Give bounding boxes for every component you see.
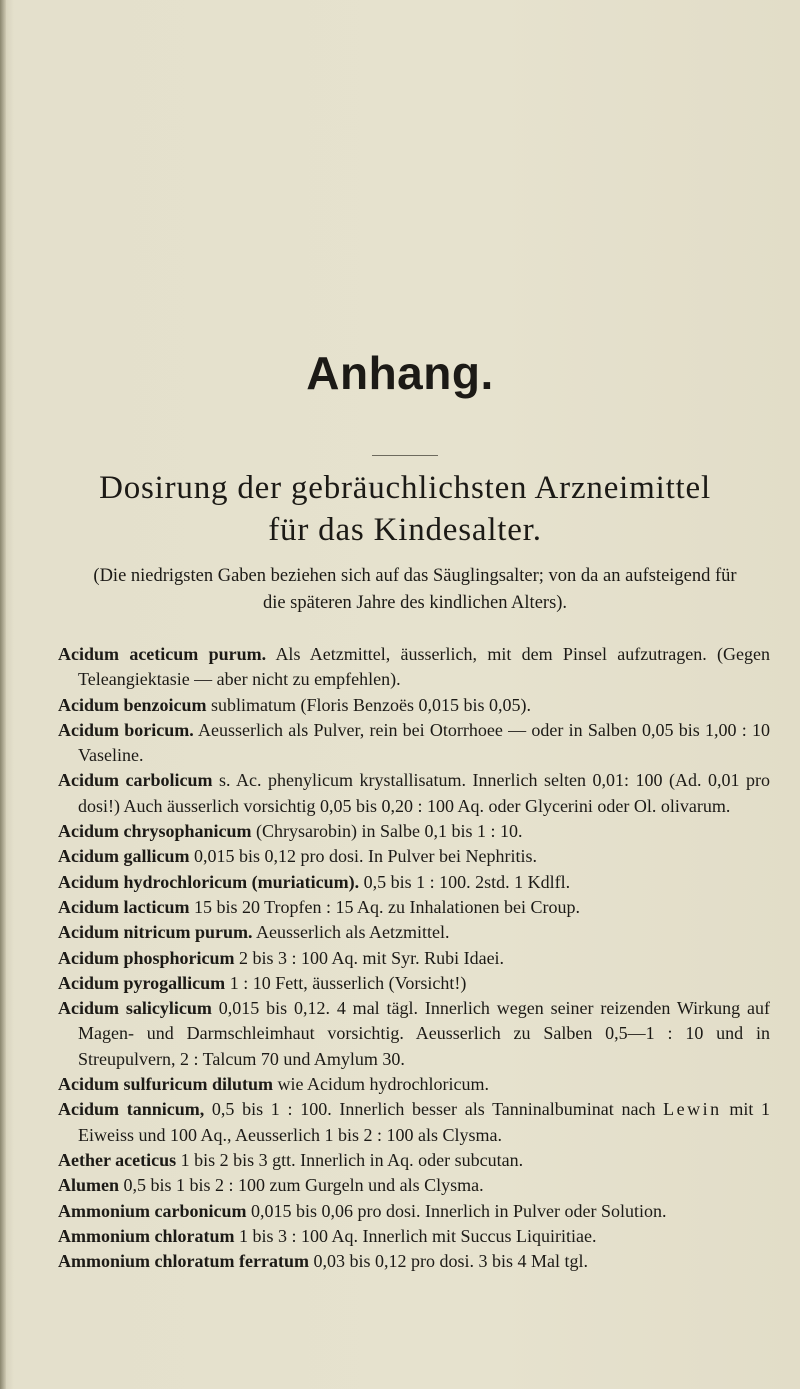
drug-name: Acidum aceticum purum.: [58, 644, 267, 664]
list-item: [58, 1224, 770, 1249]
list-item: [58, 946, 770, 971]
list-item: [58, 844, 770, 869]
dosage-text: Aeusserlich als Aetzmittel.: [256, 922, 450, 943]
dosage-text: 0,5 bis 1 bis 2 : 100 zum Gurgeln und als Clysma.: [123, 1175, 484, 1196]
dosage-text: Aeusserlich als Pulver, rein bei Otorrhoee — oder in Salben 0,05 bis 1,00 : 10 Vaseline.: [78, 719, 771, 766]
list-item: [58, 996, 770, 1072]
list-item: [58, 1072, 770, 1097]
drug-name: Acidum chrysophanicum: [58, 821, 252, 842]
dosage-text: 0,015 bis 0,06 pro dosi. Innerlich in Pulver oder Solution.: [251, 1200, 667, 1221]
dosage-text: 0,015 bis 0,12. 4 mal tägl. Innerlich wegen seiner reizenden Wirkung auf Magen- und Darmschleimhaut vorsichtig. Aeusserlich zu Salben 0,5—1 : 10 und in Streupulvern, 2 : Talcum 70 und Amylum 30.: [78, 998, 771, 1069]
drug-name: Ammonium carbonicum: [58, 1200, 247, 1221]
drug-name: Acidum salicylicum: [58, 998, 212, 1019]
dosage-text: 0,03 bis 0,12 pro dosi. 3 bis 4 Mal tgl.: [313, 1251, 588, 1272]
dosage-text: (Chrysarobin) in Salbe 0,1 bis 1 : 10.: [256, 821, 523, 842]
list-item: [58, 768, 770, 819]
dosage-text: 1 bis 2 bis 3 gtt. Innerlich in Aq. oder subcutan.: [180, 1149, 524, 1170]
list-item: [58, 895, 770, 920]
list-item: [58, 920, 770, 945]
drug-name: Acidum phosphoricum: [58, 947, 235, 968]
author-name: Lewin: [663, 1099, 722, 1120]
dosage-list: [58, 642, 770, 1274]
title-line-2: für das Kindesalter.: [268, 512, 542, 548]
drug-name: Acidum pyrogallicum: [58, 972, 226, 993]
drug-name: Acidum lacticum: [58, 896, 190, 917]
dosage-text: 2 bis 3 : 100 Aq. mit Syr. Rubi Idaei.: [239, 947, 505, 968]
list-item: [58, 642, 770, 693]
list-item: [58, 1173, 770, 1198]
dosage-text: 0,5 bis 1 : 100. Innerlich besser als Tanninalbuminat nach: [211, 1099, 656, 1120]
drug-name: Acidum hydrochloricum (muriaticum).: [58, 871, 360, 892]
intro-note: (Die niedrigsten Gaben beziehen sich auf das Säuglingsalter; von da an aufsteigend für die späteren Jahre des kindlichen Alters).: [93, 566, 737, 613]
drug-name: Aether aceticus: [58, 1149, 177, 1170]
list-item: [58, 1199, 770, 1224]
dosage-text: Als Aetzmittel, äusserlich, mit dem Pinsel aufzutragen. (Gegen Teleangiektasie — aber nicht zu empfehlen).: [78, 644, 770, 690]
divider-rule: [372, 455, 438, 456]
drug-name: Acidum tannicum,: [58, 1099, 205, 1120]
drug-name: Acidum boricum.: [58, 719, 194, 740]
page-edge-shadow: [0, 0, 6, 1389]
drug-name: Ammonium chloratum ferratum: [58, 1251, 309, 1272]
dosage-text: 1 : 10 Fett, äusserlich (Vorsicht!): [229, 972, 467, 993]
title-line-1: Dosirung der gebräuchlichsten Arzneimittel: [99, 470, 711, 506]
drug-name: Ammonium chloratum: [58, 1225, 235, 1246]
drug-name: Acidum carbolicum: [58, 770, 213, 791]
dosage-text: 0,015 bis 0,12 pro dosi. In Pulver bei Nephritis.: [194, 846, 537, 867]
list-item: [58, 718, 770, 769]
dosage-text: 1 bis 3 : 100 Aq. Innerlich mit Succus Liquiritiae.: [239, 1225, 597, 1246]
list-item: [58, 1097, 770, 1148]
dosage-text: 0,5 bis 1 : 100. 2std. 1 Kdlfl.: [363, 871, 571, 892]
dosage-text: sublimatum (Floris Benzoës 0,015 bis 0,05).: [211, 694, 531, 715]
appendix-heading: Anhang.: [306, 347, 494, 399]
dosage-text-continued: mit 1 Eiweiss und 100 Aq., Aeusserlich 1 bis 2 : 100 als Clysma.: [78, 1099, 771, 1145]
drug-name: Acidum sulfuricum dilutum: [58, 1074, 274, 1095]
drug-name: Alumen: [58, 1175, 120, 1196]
list-item: [58, 971, 770, 996]
list-item: [58, 870, 770, 895]
list-item: [58, 1148, 770, 1173]
dosage-text: s. Ac. phenylicum krystallisatum. Innerlich selten 0,01: 100 (Ad. 0,01 pro dosi!) Auch äusserlich vorsichtig 0,05 bis 0,20 : 100 Aq. oder Glycerini oder Ol. olivarum.: [78, 770, 770, 816]
drug-name: Acidum nitricum purum.: [58, 922, 253, 943]
drug-name: Acidum benzoicum: [58, 694, 207, 715]
dosage-text: wie Acidum hydrochloricum.: [277, 1074, 490, 1095]
list-item: [58, 819, 770, 844]
dosage-text: 15 bis 20 Tropfen : 15 Aq. zu Inhalationen bei Croup.: [193, 896, 580, 917]
list-item: [58, 1249, 770, 1274]
drug-name: Acidum gallicum: [58, 846, 190, 867]
list-item: [58, 693, 770, 718]
